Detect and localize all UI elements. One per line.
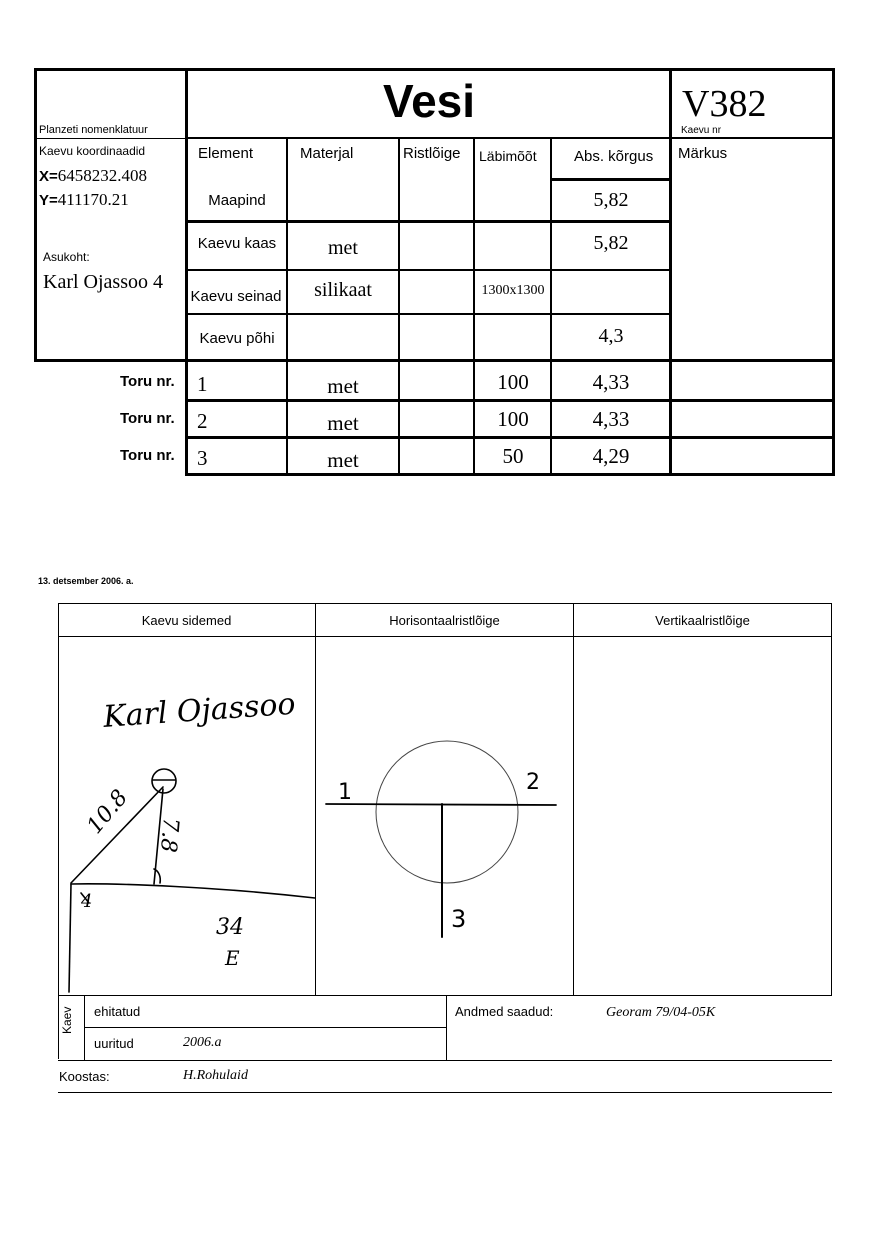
header-material: Materjal bbox=[300, 145, 354, 162]
document-date: 13. detsember 2006. a. bbox=[38, 576, 134, 586]
kaev-label: Kaev bbox=[60, 1006, 74, 1034]
pipe-elevation: 4,33 bbox=[592, 369, 630, 394]
elevation-cell: 4,3 bbox=[598, 324, 624, 347]
location-value: Karl Ojassoo 4 bbox=[43, 271, 163, 293]
hand-building-number: 34 bbox=[216, 915, 244, 940]
location-label: Asukoht: bbox=[43, 250, 90, 264]
map-sheet-label: Planzeti nomenklatuur bbox=[39, 124, 148, 136]
header-elevation: Abs. kõrgus bbox=[574, 148, 654, 165]
pipe-material: met bbox=[327, 373, 359, 398]
pipe-number: 2 bbox=[197, 409, 208, 433]
coords-label: Kaevu koordinaadid bbox=[39, 144, 146, 158]
material-cell: silikaat bbox=[314, 278, 372, 301]
hand-tie-1: 10.8 bbox=[82, 785, 134, 839]
hand-pipe-3: 3 bbox=[451, 905, 467, 933]
header-notes: Märkus bbox=[678, 145, 728, 162]
pipe-number: 1 bbox=[197, 372, 208, 396]
pipe-number: 3 bbox=[197, 446, 208, 470]
pipe-label: Toru nr. bbox=[120, 410, 175, 427]
pipe-label: Toru nr. bbox=[120, 447, 175, 464]
pipe-elevation: 4,33 bbox=[592, 406, 630, 431]
element-cell: Kaevu seinad bbox=[190, 287, 282, 305]
material-cell: met bbox=[328, 236, 358, 259]
pipe-material: met bbox=[327, 447, 359, 472]
pipe-diameter: 50 bbox=[502, 443, 524, 468]
header-cross-section: Ristlõige bbox=[403, 145, 461, 162]
surveyed-value: 2006.a bbox=[183, 1035, 222, 1050]
pipe-diameter: 100 bbox=[497, 406, 529, 431]
element-cell: Kaevu põhi bbox=[199, 329, 275, 347]
element-cell: Maapind bbox=[208, 191, 266, 209]
pipe-material: met bbox=[327, 410, 359, 435]
hand-pipe-2: 2 bbox=[526, 770, 540, 795]
hand-corner-number: 4 bbox=[81, 891, 93, 912]
element-cell: Kaevu kaas bbox=[197, 234, 277, 252]
data-source-value: Georam 79/04-05K bbox=[606, 1005, 716, 1020]
compiled-label: Koostas: bbox=[59, 1069, 110, 1084]
horizontal-section-sketch bbox=[316, 637, 573, 995]
header-diameter: Läbimõõt bbox=[479, 148, 537, 164]
header-element: Element bbox=[198, 145, 254, 162]
elevation-cell: 5,82 bbox=[593, 188, 629, 211]
compiled-value: H.Rohulaid bbox=[183, 1068, 248, 1083]
sketch-col-header: Vertikaalristlõige bbox=[655, 612, 750, 628]
diameter-cell: 1300x1300 bbox=[481, 283, 545, 298]
hand-tie-2: 7.8 bbox=[154, 816, 183, 854]
sketch-col-header: Horisontaalristlõige bbox=[389, 612, 500, 628]
sketch-col-header: Kaevu sidemed bbox=[141, 612, 232, 628]
pipe-diameter: 100 bbox=[497, 369, 529, 394]
elevation-cell: 5,82 bbox=[593, 231, 629, 254]
well-number-label: Kaevu nr bbox=[681, 125, 722, 136]
pipe-label: Toru nr. bbox=[120, 373, 175, 390]
data-source-label: Andmed saadud: bbox=[455, 1004, 554, 1019]
hand-street-name: Karl Ojassoo bbox=[102, 686, 297, 735]
surveyed-label: uuritud bbox=[94, 1036, 134, 1051]
y-coordinate: Y=411170.21 bbox=[39, 190, 129, 209]
page-title: Vesi bbox=[382, 75, 476, 127]
x-coordinate: X=6458232.408 bbox=[39, 166, 148, 185]
hand-pipe-1: 1 bbox=[338, 780, 352, 805]
well-number: V382 bbox=[682, 83, 767, 125]
location-sketch bbox=[59, 637, 315, 995]
pipe-elevation: 4,29 bbox=[592, 443, 630, 468]
hand-building-letter: E bbox=[225, 946, 240, 970]
built-label: ehitatud bbox=[94, 1004, 141, 1019]
